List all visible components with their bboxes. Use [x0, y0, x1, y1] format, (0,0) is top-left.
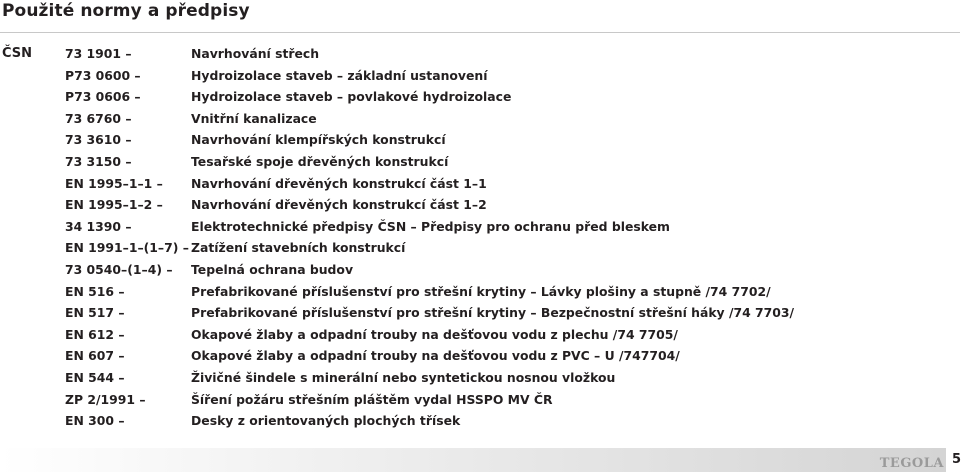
list-item: [0, 389, 960, 411]
norm-prefix: ČSN: [2, 46, 33, 61]
norm-code: EN 607 –: [65, 348, 125, 364]
norm-title: Prefabrikované příslušenství pro střešní krytiny – Bezpečnostní střešní háky /74 7703/: [191, 305, 795, 321]
norm-title: Navrhování klempířských konstrukcí: [191, 132, 446, 148]
list-item: [0, 237, 960, 259]
list-item: [0, 43, 960, 65]
list-item: [0, 216, 960, 238]
page-number: 5: [952, 452, 961, 467]
norm-code: ZP 2/1991 –: [65, 391, 146, 407]
list-item: [0, 367, 960, 389]
list-item: [0, 65, 960, 87]
list-item: [0, 259, 960, 281]
norm-title: Okapové žlaby a odpadní trouby na dešťovou vodu z PVC – U /747704/: [191, 348, 680, 364]
list-item: [0, 173, 960, 195]
norm-title: Hydroizolace staveb – povlakové hydroizolace: [191, 89, 512, 105]
norm-title: Vnitřní kanalizace: [191, 110, 317, 126]
list-item: [0, 86, 960, 108]
norm-code: P73 0600 –: [65, 67, 141, 83]
list-item: [0, 194, 960, 216]
title-divider: [0, 32, 960, 33]
page-title: Použité normy a předpisy: [2, 1, 250, 21]
list-item: [0, 151, 960, 173]
footer-bar: [0, 448, 946, 472]
norm-code: EN 1995–1–2 –: [65, 197, 163, 213]
norm-code: P73 0606 –: [65, 89, 141, 105]
norm-title: Zatížení stavebních konstrukcí: [191, 240, 406, 256]
norm-code: EN 516 –: [65, 283, 125, 299]
list-item: [0, 345, 960, 367]
norm-title: Hydroizolace staveb – základní ustanovení: [191, 67, 488, 83]
norm-title: Šíření požáru střešním pláštěm vydal HSSPO MV ČR: [191, 391, 553, 407]
norm-code: 73 3610 –: [65, 132, 132, 148]
list-item: [0, 129, 960, 151]
norm-title: Okapové žlaby a odpadní trouby na dešťovou vodu z plechu /74 7705/: [191, 326, 678, 342]
norm-title: Navrhování dřevěných konstrukcí část 1–1: [191, 175, 487, 191]
norm-title: Desky z orientovaných plochých třísek: [191, 413, 461, 429]
norm-title: Navrhování dřevěných konstrukcí část 1–2: [191, 197, 487, 213]
norm-code: EN 1995–1–1 –: [65, 175, 163, 191]
list-item: [0, 410, 960, 432]
norm-list: [0, 43, 960, 432]
brand-logo: TEGOLA: [879, 456, 944, 471]
norm-code: 73 0540–(1–4) –: [65, 261, 173, 277]
norm-code: EN 544 –: [65, 369, 125, 385]
norm-code: EN 517 –: [65, 305, 125, 321]
norm-title: Elektrotechnické předpisy ČSN – Předpisy pro ochranu před bleskem: [191, 218, 670, 234]
norm-code: 34 1390 –: [65, 218, 132, 234]
norm-title: Navrhování střech: [191, 46, 320, 61]
norm-code: 73 1901 –: [65, 46, 132, 61]
norm-code: 73 3150 –: [65, 153, 132, 169]
norm-code: EN 300 –: [65, 413, 125, 429]
norm-title: Živičné šindele s minerální nebo syntetickou nosnou vložkou: [191, 369, 616, 385]
list-item: [0, 281, 960, 303]
norm-code: EN 1991–1–(1–7) –: [65, 240, 189, 256]
norm-title: Prefabrikované příslušenství pro střešní krytiny – Lávky plošiny a stupně /74 7702/: [191, 283, 771, 299]
list-item: [0, 108, 960, 130]
norm-code: EN 612 –: [65, 326, 125, 342]
norm-title: Tesařské spoje dřevěných konstrukcí: [191, 153, 449, 169]
norm-code: 73 6760 –: [65, 110, 132, 126]
list-item: [0, 302, 960, 324]
footer-gradient: [0, 448, 946, 472]
list-item: [0, 324, 960, 346]
norm-title: Tepelná ochrana budov: [191, 261, 354, 277]
